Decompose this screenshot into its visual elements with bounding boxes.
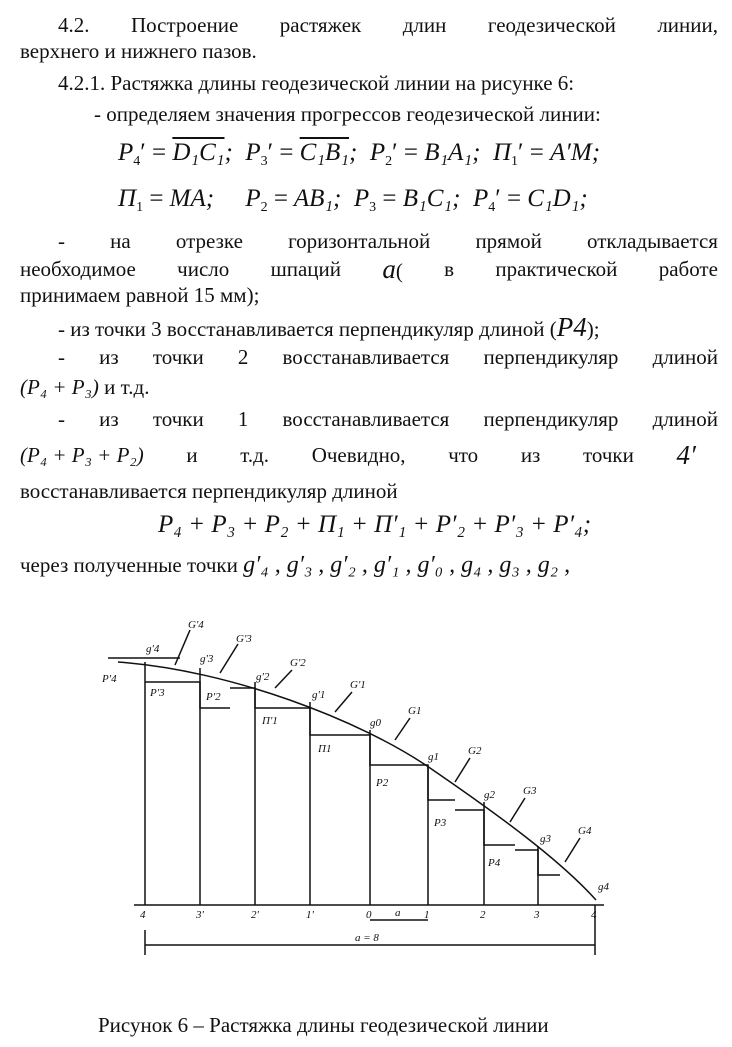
step-label: П'1 [262,715,278,727]
axis-label: 1' [306,909,314,921]
step-label: P'3 [150,687,165,699]
axis-label: 0 [366,909,372,921]
step-label: P'2 [206,691,221,703]
point-label: g1 [428,751,439,763]
segment-label: G2 [468,745,482,757]
step-spacing-line1: - на отрезке горизонтальной прямой откладывается [58,229,718,253]
point-label: g'1 [312,689,326,701]
axis-label: 2 [480,909,486,921]
point-label: g4 [598,881,609,893]
formula-progress-2: $П_1$ = MA; $P_2 = AB_1$; $P_3 = B_1C_1$; $P_4' = C_1D_1$; [118,185,588,215]
segment-label: G'4 [188,619,204,631]
axis-label: 3 [534,909,540,921]
step-point2-line2: (P₄ + P₃) и т.д. [20,375,150,399]
segment-label: G4 [578,825,592,837]
step-point2-line1: - из точки 2 восстанавливается перпендикуляр длиной [58,345,718,369]
axis-label: 2' [251,909,259,921]
section-heading-line2: верхнего и нижнего пазов. [20,39,257,63]
formula-progress-1: $P_4' = D_1C_1$; $P_3' = C_1B_1$; $P_2' = B_1A_1$; $П_1' = A'M$; [118,139,601,169]
figure-geodesic-stretch [0,600,732,1020]
step-label: P2 [376,777,389,789]
segment-label: G'2 [290,657,306,669]
point-label: g'2 [256,671,270,683]
section-heading-line1: 4.2. Построение растяжек длин геодезической линии, [58,13,718,37]
step-label: P3 [434,817,447,829]
subsection-title: 4.2.1. Растяжка длины геодезической линии на рисунке 6: [58,71,575,95]
point-label: g'3 [200,653,214,665]
step-label: P4 [488,857,501,869]
point-label: g3 [540,833,551,845]
step-point3: - из точки 3 восстанавливается перпендикуляр длиной (P4); [58,312,600,342]
segment-label: G3 [523,785,537,797]
spacing-label: a [395,907,401,919]
through-points: через полученные точки g′₄ , g′₃ , g′₂ , g′₁ , g′₀ , g₄ , g₃ , g₂ , [20,552,571,578]
step-label: P'4 [102,673,117,685]
segment-label: G'1 [350,679,366,691]
axis-label: 1 [424,909,430,921]
step-spacing-line3: принимаем равной 15 мм); [20,283,260,307]
point-label: g0 [370,717,381,729]
axis-label: 4 [591,909,597,921]
point-label: g2 [484,789,495,801]
step-label: П1 [318,743,332,755]
point-label: g'4 [146,643,160,655]
segment-label: G'3 [236,633,252,645]
total-label: a = 8 [355,932,379,944]
step-point1-line2: (P₄ + P₃ + P₂) и т.д. Очевидно, что из точки 4′ [20,440,696,470]
step-point1-line3: восстанавливается перпендикуляр длиной [20,479,398,503]
step-progress: - определяем значения прогрессов геодезической линии: [94,102,601,126]
figure-caption: Рисунок 6 – Растяжка длины геодезической линии [98,1013,549,1037]
axis-label: 4 [140,909,146,921]
segment-label: G1 [408,705,422,717]
step-point1-line1: - из точки 1 восстанавливается перпендикуляр длиной [58,407,718,431]
step-spacing-line2: необходимое число шпаций a( в практической работе [20,254,718,284]
formula-total-length: P₄ + P₃ + P₂ + П₁ + П′₁ + P′₂ + P′₃ + P′₄; [158,511,592,538]
axis-label: 3' [196,909,204,921]
